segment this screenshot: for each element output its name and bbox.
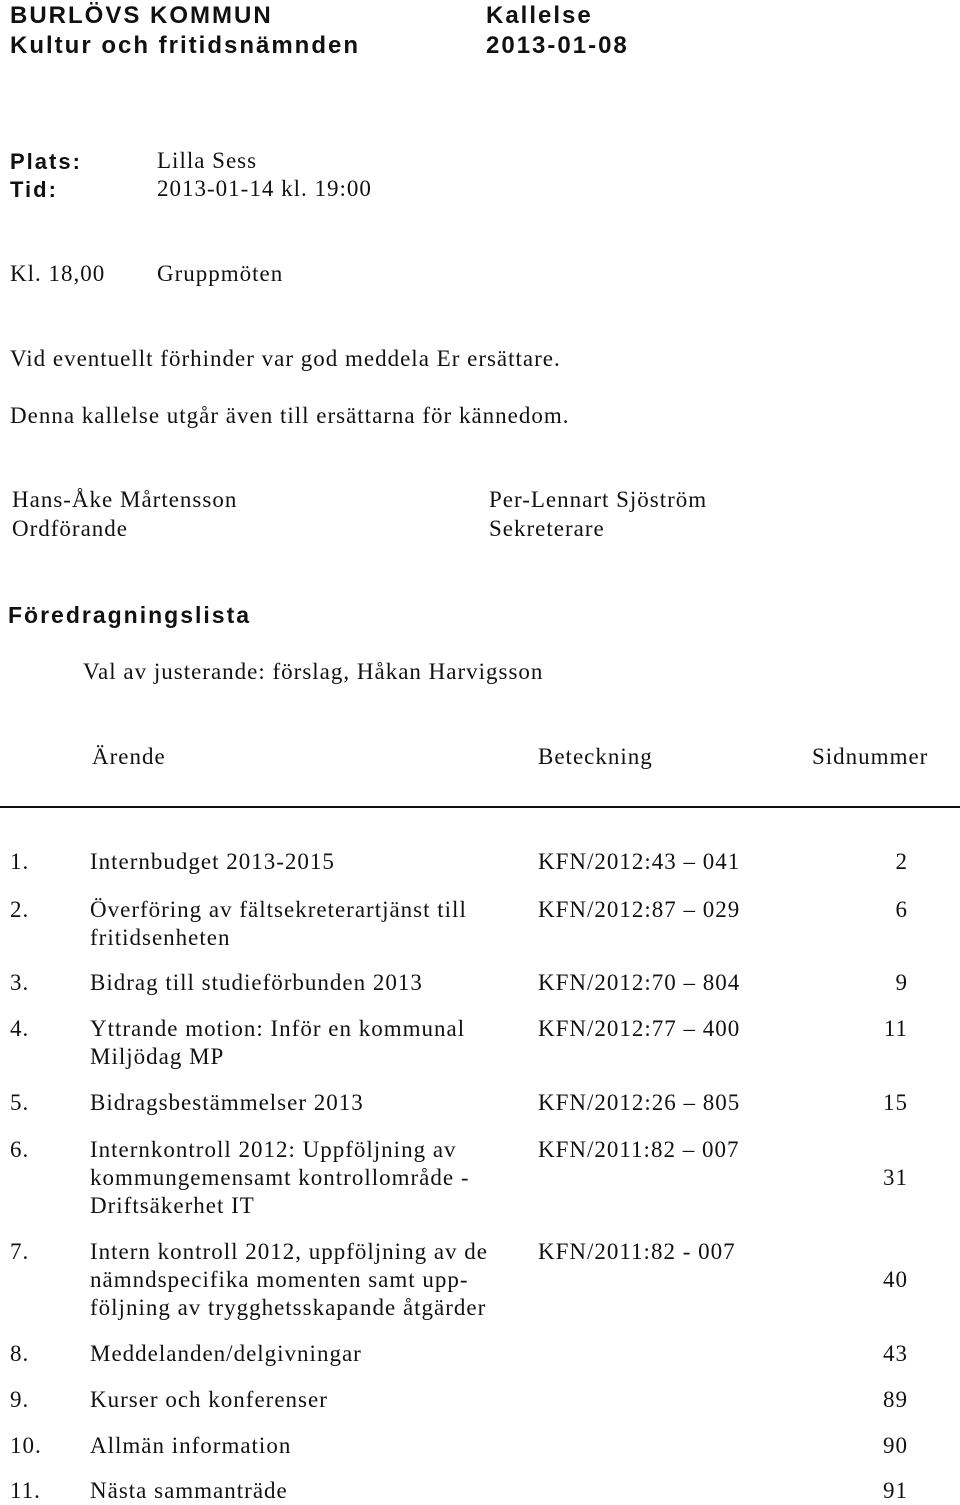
time-label: Tid: [10, 177, 58, 202]
agenda-item-title [90, 1089, 530, 1117]
agenda-item-reference: KFN/2011:82 – 007 [538, 1137, 740, 1162]
agenda-item-page: 91 [883, 1478, 908, 1503]
agenda-item-title-line: Överföring av fältsekreterartjänst till [90, 897, 467, 922]
agenda-item-title-line: Nästa sammanträde [90, 1478, 288, 1503]
header-divider [0, 806, 960, 808]
agenda-item-title-line: Yttrande motion: Inför en kommunal [90, 1016, 466, 1041]
chair-name: Hans-Åke Mårtensson [12, 487, 238, 512]
agenda-item-title-line: nämndspecifika momenten samt upp- [90, 1267, 469, 1292]
note-info: Denna kallelse utgår även till ersättarna för kännedom. [10, 403, 570, 428]
agenda-item-page: 2 [895, 849, 908, 874]
secretary-name: Per-Lennart Sjöström [489, 487, 708, 512]
agenda-item-title [90, 848, 530, 876]
agenda-item-reference: KFN/2011:82 - 007 [538, 1239, 736, 1264]
adjuster-proposal: Val av justerande: förslag, Håkan Harvigsson [83, 659, 544, 684]
agenda-item-page: 89 [883, 1387, 908, 1412]
note-substitute: Vid eventuellt förhinder var god meddela Er ersättare. [10, 346, 561, 371]
agenda-item-reference: KFN/2012:26 – 805 [538, 1090, 741, 1115]
agenda-item-title [90, 1477, 530, 1505]
agenda-item-title-line: Bidrag till studieförbunden 2013 [90, 970, 423, 995]
agenda-item-title-line: Bidragsbestämmelser 2013 [90, 1090, 364, 1115]
column-header-matter: Ärende [92, 744, 166, 769]
agenda-item-title-line: Driftsäkerhet IT [90, 1193, 255, 1218]
agenda-item-page: 43 [883, 1341, 908, 1366]
agenda-item-reference: KFN/2012:87 – 029 [538, 897, 741, 922]
agenda-item-title-line: följning av trygghetsskapande åtgärder [90, 1295, 487, 1320]
agenda-item-number: 2. [10, 897, 30, 922]
agenda-item-number: 7. [10, 1239, 30, 1264]
agenda-item-title [90, 896, 530, 952]
pre-meeting-text: Gruppmöten [157, 261, 284, 286]
place-value: Lilla Sess [157, 148, 258, 173]
agenda-item-title [90, 1386, 530, 1414]
agenda-item-title-line: fritidsenheten [90, 925, 231, 950]
agenda-item-title-line: Meddelanden/delgivningar [90, 1341, 362, 1366]
agenda-item-title-line: Kurser och konferenser [90, 1387, 328, 1412]
agenda-item-title-line: Intern kontroll 2012, uppföljning av de [90, 1239, 488, 1264]
place-label: Plats: [10, 149, 82, 174]
agenda-item-page: 40 [883, 1267, 908, 1292]
time-value: 2013-01-14 kl. 19:00 [157, 176, 372, 201]
pre-meeting-time: Kl. 18,00 [10, 261, 106, 286]
agenda-item-number: 6. [10, 1137, 30, 1162]
agenda-item-page: 31 [883, 1165, 908, 1190]
agenda-item-number: 5. [10, 1090, 30, 1115]
agenda-item-title-line: kommungemensamt kontrollområde - [90, 1165, 470, 1190]
agenda-title: Föredragningslista [8, 602, 252, 628]
agenda-item-number: 1. [10, 849, 30, 874]
organization-name: BURLÖVS KOMMUN [10, 2, 273, 29]
agenda-item-title [90, 969, 530, 997]
agenda-item-number: 4. [10, 1016, 30, 1041]
column-header-page: Sidnummer [812, 744, 929, 769]
agenda-item-reference: KFN/2012:43 – 041 [538, 849, 741, 874]
agenda-item-number: 8. [10, 1341, 30, 1366]
agenda-item-page: 9 [895, 970, 908, 995]
column-header-reference: Beteckning [538, 744, 653, 769]
committee-name: Kultur och fritidsnämnden [10, 32, 360, 59]
agenda-item-title [90, 1136, 530, 1220]
agenda-item-title-line: Allmän information [90, 1433, 292, 1458]
agenda-item-title-line: Miljödag MP [90, 1044, 225, 1069]
document-date: 2013-01-08 [486, 32, 629, 59]
agenda-item-page: 6 [895, 897, 908, 922]
agenda-item-page: 15 [883, 1090, 908, 1115]
agenda-item-title [90, 1238, 530, 1322]
agenda-item-title [90, 1432, 530, 1460]
agenda-item-page: 11 [883, 1016, 908, 1041]
agenda-item-number: 10. [10, 1433, 42, 1458]
agenda-item-title [90, 1340, 530, 1368]
document-type: Kallelse [486, 2, 593, 29]
chair-role: Ordförande [12, 516, 129, 541]
agenda-item-title-line: Internkontroll 2012: Uppföljning av [90, 1137, 457, 1162]
agenda-item-number: 11. [10, 1478, 41, 1503]
secretary-role: Sekreterare [489, 516, 605, 541]
agenda-item-page: 90 [883, 1433, 908, 1458]
agenda-item-number: 9. [10, 1387, 30, 1412]
agenda-item-reference: KFN/2012:70 – 804 [538, 970, 741, 995]
agenda-item-title [90, 1015, 530, 1071]
agenda-item-reference: KFN/2012:77 – 400 [538, 1016, 741, 1041]
agenda-item-title-line: Internbudget 2013-2015 [90, 849, 335, 874]
agenda-item-number: 3. [10, 970, 30, 995]
